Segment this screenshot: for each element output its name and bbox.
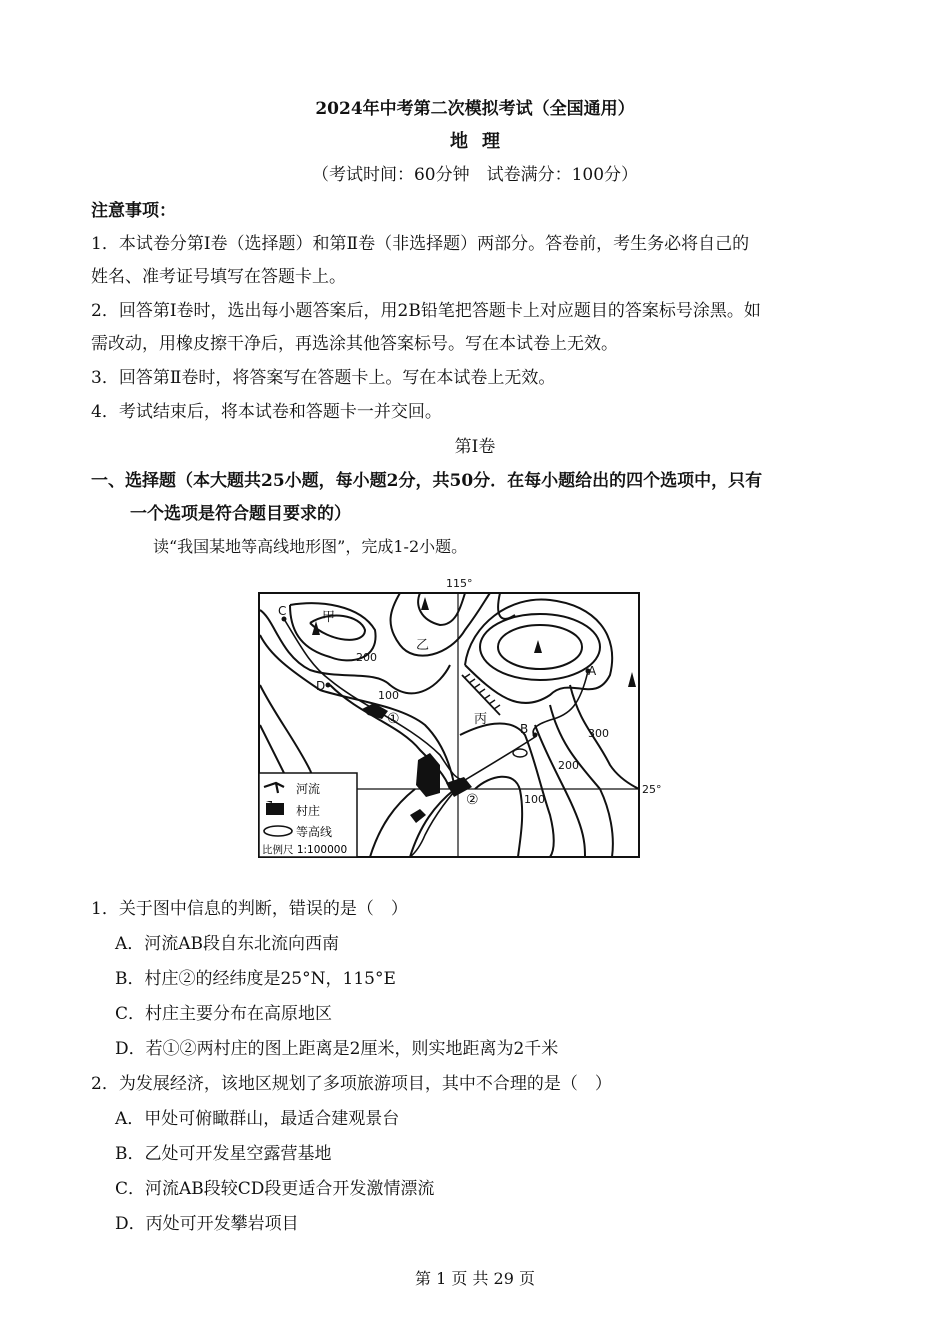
question-2: 2．为发展经济，该地区规划了多项旅游项目，其中不合理的是（ ） [91,1074,612,1094]
contour-label: 300 [588,727,609,740]
point-a-label: A [588,664,597,678]
latitude-label: 25° [642,783,662,796]
village-lower [410,809,426,823]
longitude-label: 115° [446,577,473,590]
q2-option-c: C．河流AB段较CD段更适合开发激情漂流 [115,1179,435,1199]
place-yi-label: 乙 [416,638,430,653]
map-legend [259,773,357,857]
notice-item-1-line-2: 姓名、准考证号填写在答题卡上。 [91,267,346,287]
peak-icon [534,640,542,653]
point-b-label: B [520,722,529,736]
contour-label: 100 [378,689,399,702]
q2-option-a: A．甲处可俯瞰群山，最适合建观景台 [115,1109,400,1129]
contour-line [460,723,554,857]
contour-label: 100 [524,793,545,806]
q1-option-a: A．河流AB段自东北流向西南 [115,934,340,954]
contour-line [260,725,285,775]
contour-map [250,575,662,865]
contour-line [310,616,365,640]
reading-intro: 读“我国某地等高线地形图”，完成1-2小题。 [153,537,468,556]
exam-title: 2024年中考第二次模拟考试（全国通用） [315,99,635,119]
peak-icon [628,672,636,687]
contour-line [260,685,310,770]
place-bing-label: 丙 [474,712,488,727]
notice-item-1-line-1: 1．本试卷分第Ⅰ卷（选择题）和第Ⅱ卷（非选择题）两部分。答卷前，考生务必将自己的 [91,234,750,254]
q1-option-c: C．村庄主要分布在高原地区 [115,1004,333,1024]
svg-text:等高线: 等高线 [296,825,333,839]
exam-info: （考试时间：60分钟 试卷满分：100分） [311,165,639,185]
village-center [416,753,440,797]
place-jia-label: 甲 [322,610,336,625]
section-heading-line-1: 一、选择题（本大题共25小题，每小题2分，共50分．在每小题给出的四个选项中，只有 [91,471,763,491]
svg-text:河流: 河流 [296,782,321,796]
village-2-label: ② [466,792,479,808]
contour-line [370,789,415,857]
village-1-label: ① [387,711,400,727]
notice-item-4: 4．考试结束后，将本试卷和答题卡一并交回。 [91,402,442,422]
notice-item-3: 3．回答第Ⅱ卷时，将答案写在答题卡上。写在本试卷上无效。 [91,368,556,388]
contour-label: 200 [558,759,579,772]
q1-option-d: D．若①②两村庄的图上距离是2厘米，则实地距离为2千米 [115,1039,559,1059]
q1-option-b: B．村庄②的经纬度是25°N，115°E [115,969,396,989]
point-d-label: D [316,679,326,693]
peak-icon [421,597,429,610]
notice-item-2-line-1: 2．回答第Ⅰ卷时，选出每小题答案后，用2B铅笔把答题卡上对应题目的答案标号涂黑。如 [91,301,761,321]
page-number: 第 1 页 共 29 页 [415,1269,535,1288]
peak-icon [312,621,320,635]
subject-title: 地理 [450,131,514,152]
section-heading-line-2: 一个选项是符合题目要求的） [130,504,351,524]
village-legend-icon [266,801,284,815]
svg-text:村庄: 村庄 [296,804,321,818]
notice-heading: 注意事项： [91,201,176,221]
point-c-label: C [278,604,287,618]
notice-item-2-line-2: 需改动，用橡皮擦干净后，再选涂其他答案标号。写在本试卷上无效。 [91,334,618,354]
question-1: 1．关于图中信息的判断，错误的是（ ） [91,899,408,919]
q2-option-b: B．乙处可开发星空露营基地 [115,1144,332,1164]
svg-text:比例尺 1:100000: 比例尺 1:100000 [262,844,348,856]
small-contour [513,749,527,757]
point-d-marker [326,683,331,688]
part-title: 第Ⅰ卷 [454,437,496,457]
q2-option-d: D．丙处可开发攀岩项目 [115,1214,299,1234]
contour-label: 200 [356,651,377,664]
point-b-marker [533,733,538,738]
